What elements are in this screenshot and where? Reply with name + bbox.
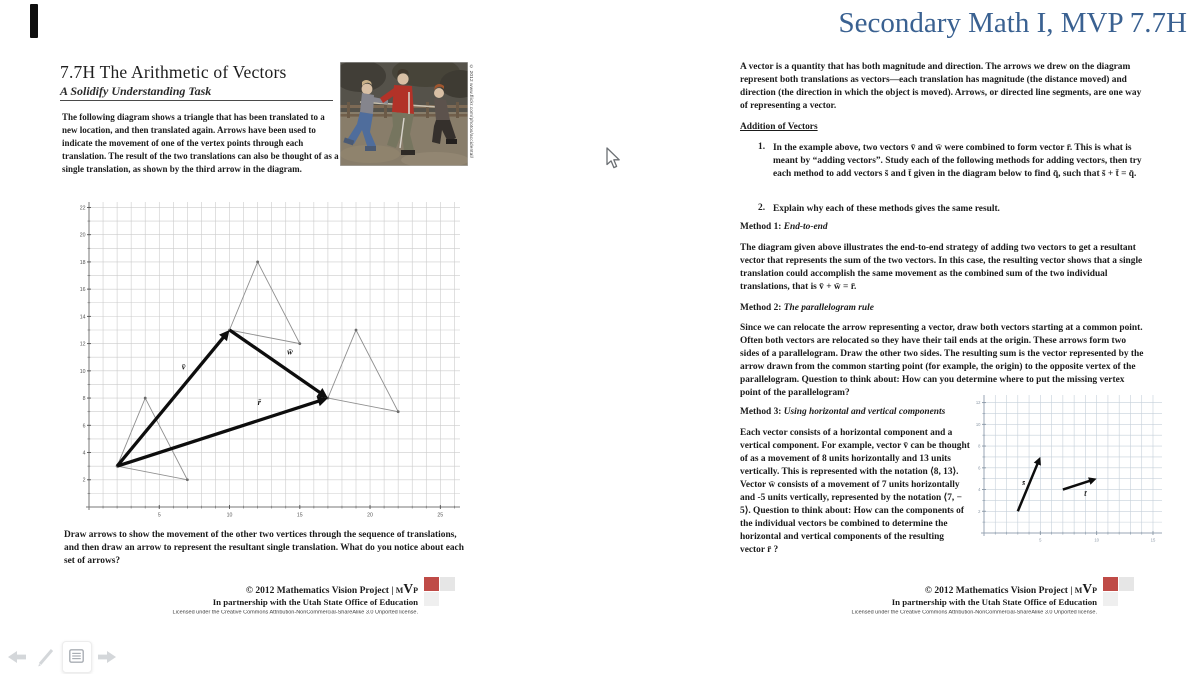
svg-text:4: 4 <box>82 450 86 457</box>
svg-text:8: 8 <box>978 443 981 449</box>
mvp-logo <box>424 577 455 606</box>
svg-text:12: 12 <box>79 341 86 348</box>
logo-light-square <box>1103 592 1118 606</box>
pages-icon <box>69 649 84 663</box>
left-intro-paragraph: The following diagram shows a triangle that has been translated to a new location, and then translated again. Arrows have been used to indicate the movement of one of the vertex points through each translation. The result of the two translations can also be thought of as a single translation, as shown by the third arrow in the diagram. <box>62 112 339 174</box>
svg-text:10: 10 <box>975 421 981 427</box>
method-1-heading: Method 1: End-to-end <box>740 222 828 232</box>
svg-text:10: 10 <box>1094 537 1099 543</box>
list-item-2-number: 2. <box>758 203 766 213</box>
title-divider <box>60 100 333 101</box>
footer-license: Licensed under the Creative Commons Attribution-NonCommercial-ShareAlike 3.0 Unported license. <box>851 610 1097 616</box>
svg-text:w̄: w̄ <box>287 346 293 357</box>
method-2-heading: Method 2: The parallelogram rule <box>740 303 874 313</box>
method-1-body: The diagram given above illustrates the end-to-end strategy of adding two vectors to get a resultant vector that represents the sum of the two vectors. In this case, the resulting vector shows that a single translation could accomplish the same movement as the combined sum of the two individual translations, that is v̄ + w̄ = r̄. <box>740 243 1143 292</box>
svg-text:5: 5 <box>157 512 161 519</box>
svg-text:v̄: v̄ <box>181 361 186 372</box>
svg-text:15: 15 <box>1150 537 1156 543</box>
method-3-body: Each vector consists of a horizontal component and a vertical component. For example, vector v̄ can be thought of as a movement of 8 units horizontally and 13 units vertically. This is represented with the notation ⟨8, 13⟩. Vector w̄ consists of a movement of 7 units horizontally and -5 units vertically, represented by the notation ⟨7, − 5⟩. Question to think about: How can the components of the individual vectors be combined to determine the horizontal and vertical components of the resulting vector r̄ ? <box>740 428 970 555</box>
svg-text:r̄: r̄ <box>257 396 261 407</box>
svg-text:2: 2 <box>978 508 981 514</box>
svg-text:18: 18 <box>79 259 86 266</box>
logo-gray-square <box>440 577 455 591</box>
svg-text:5: 5 <box>1039 537 1042 543</box>
photo-tug-of-war <box>340 62 468 166</box>
method-2-body: Since we can relocate the arrow representing a vector, draw both vectors starting at a common point. Often both vectors are relocated so they have their tail ends at the origin. These arrows form two sides of a parallelogram. Draw the other two sides. The resulting sum is the vector represented by the arrow drawn from the common starting point (for example, the origin) to the opposite vertex of the parallelogram. Question to think about: How can you determine where to put the missing vertex point of the parallelogram? <box>740 323 1144 398</box>
svg-text:6: 6 <box>978 465 981 471</box>
logo-red-square <box>424 577 439 591</box>
left-page-title: 7.7H The Arithmetic of Vectors <box>60 62 287 82</box>
svg-text:s̄: s̄ <box>1022 478 1026 488</box>
photo-credit: © 2012 www.flickr.com/photos/accidental/ <box>469 64 474 159</box>
footer-copyright: © 2012 Mathematics Vision Project | MVP <box>245 581 418 596</box>
svg-text:8: 8 <box>82 396 86 403</box>
mouse-cursor <box>605 147 622 170</box>
footer-copyright: © 2012 Mathematics Vision Project | MVP <box>924 581 1097 596</box>
svg-text:15: 15 <box>296 512 303 519</box>
logo-light-square <box>424 592 439 606</box>
svg-text:6: 6 <box>82 423 86 430</box>
vector-diagram-small <box>973 391 1165 546</box>
undo-arrow-icon[interactable] <box>6 648 28 666</box>
logo-red-square <box>1103 577 1118 591</box>
mvp-logo <box>1103 577 1134 606</box>
redo-arrow-icon[interactable] <box>96 648 118 666</box>
vector-definition-paragraph: A vector is a quantity that has both magnitude and direction. The arrows we drew on the diagram represent both translations as vectors—each translation has magnitude (the distance moved) and direction (the direction in which the object is moved). Arrows, or directed line segments, are one way of representing a vector. <box>740 62 1142 111</box>
pencil-icon[interactable] <box>36 646 56 667</box>
logo-gray-square <box>1119 577 1134 591</box>
footer-license: Licensed under the Creative Commons Attribution-NonCommercial-ShareAlike 3.0 Unported license. <box>172 610 418 616</box>
svg-text:22: 22 <box>79 205 86 212</box>
left-page-subtitle: A Solidify Understanding Task <box>60 84 212 98</box>
svg-text:10: 10 <box>226 512 233 519</box>
svg-text:14: 14 <box>79 314 86 321</box>
svg-text:4: 4 <box>978 487 981 493</box>
svg-text:16: 16 <box>79 287 86 294</box>
svg-text:2: 2 <box>82 477 86 484</box>
footer-partnership: In partnership with the Utah State Office of Education <box>212 597 418 607</box>
svg-text:25: 25 <box>437 512 444 519</box>
svg-text:12: 12 <box>975 400 981 406</box>
task-paragraph: Draw arrows to show the movement of the other two vertices through the sequence of translations, and then draw an arrow to represent the resultant single translation. What do you notice about each set of arrows? <box>64 530 464 566</box>
right-page-title: Secondary Math I, MVP 7.7H <box>838 7 1187 39</box>
vector-diagram-large <box>76 196 464 522</box>
list-item-2-text: Explain why each of these methods gives the same result. <box>773 204 1000 214</box>
svg-text:10: 10 <box>79 368 86 375</box>
footer-partnership: In partnership with the Utah State Office of Education <box>891 597 1097 607</box>
svg-text:20: 20 <box>367 512 373 519</box>
pen-stroke-marker <box>30 4 38 38</box>
svg-text:t̄: t̄ <box>1084 489 1087 499</box>
method-3-heading: Method 3: Using horizontal and vertical components <box>740 407 946 417</box>
list-item-1-number: 1. <box>758 142 766 152</box>
addition-of-vectors-heading: Addition of Vectors <box>740 122 818 132</box>
list-item-1-text: In the example above, two vectors v̄ and w̄ were combined to form vector r̄. This is what is meant by “adding vectors”. Study each of the following methods for adding vectors, then try each method to add vectors s̄ and t̄ given in the diagram below to find q̄, such that s̄ + t̄ = q̄. <box>773 143 1142 180</box>
svg-text:20: 20 <box>79 232 86 239</box>
